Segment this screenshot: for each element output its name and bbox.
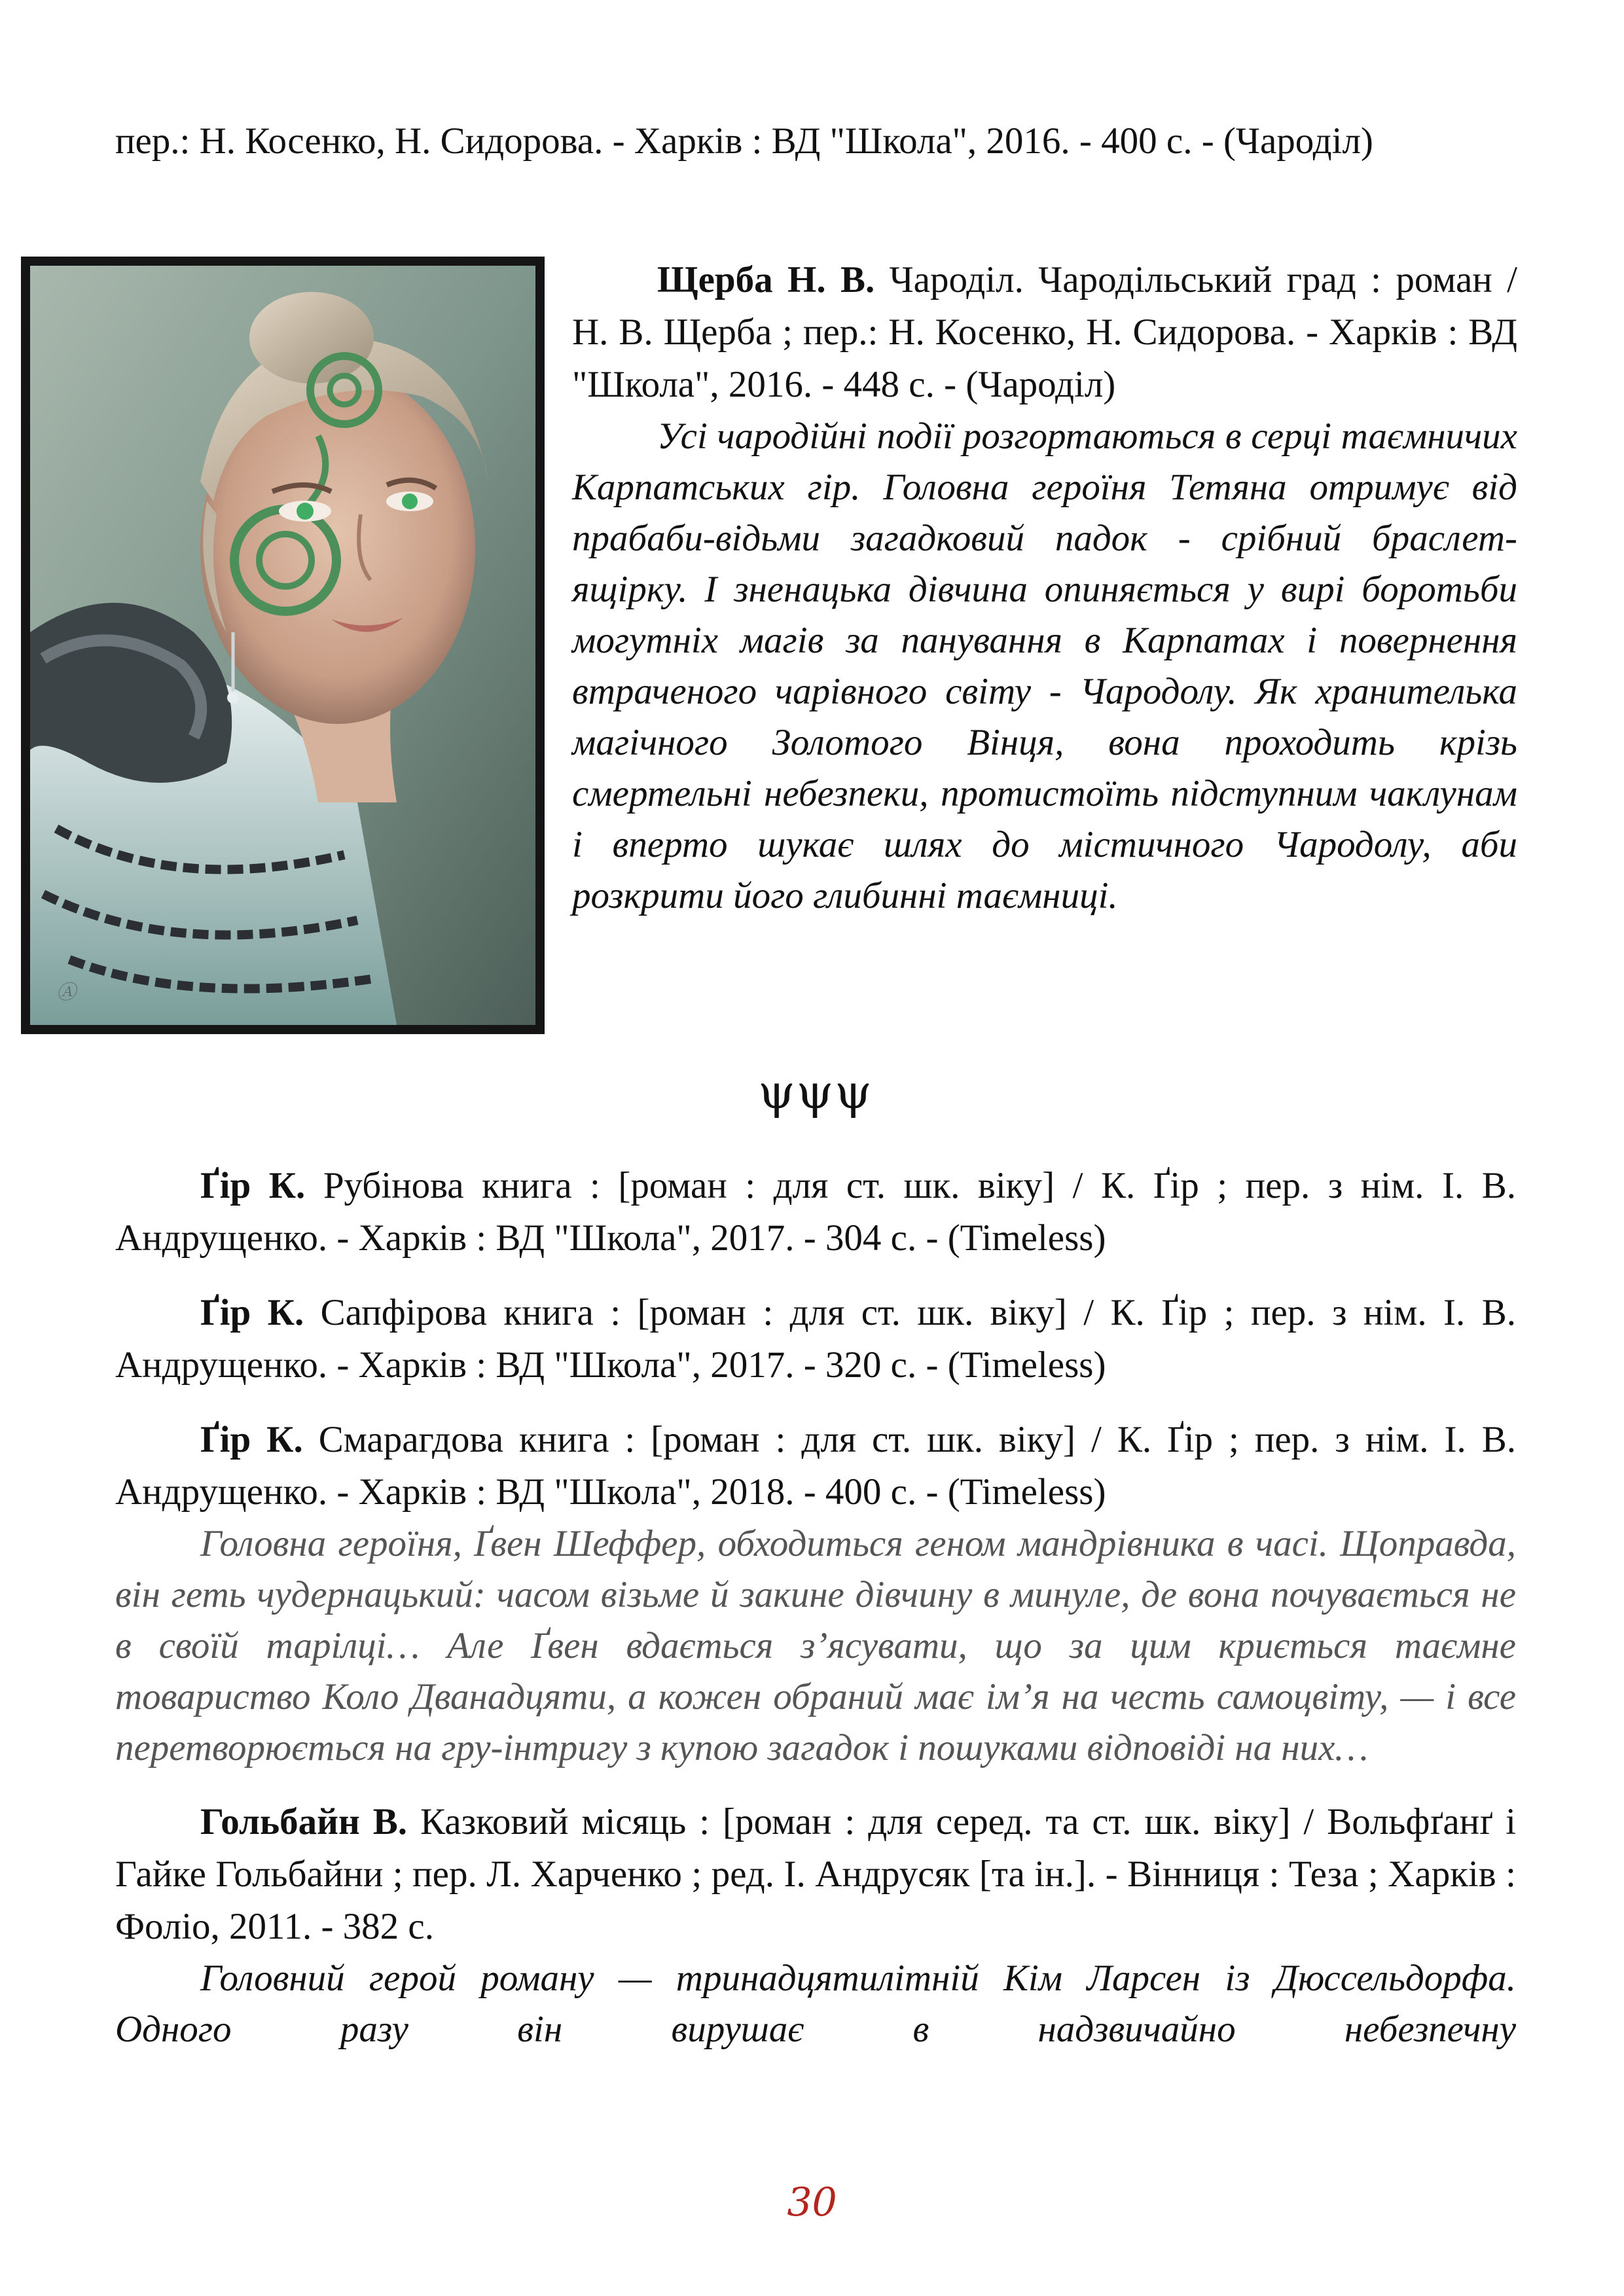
entry-4 xyxy=(115,1796,1516,1953)
continuation-text: пер.: Н. Косенко, Н. Сидорова. - Харків : ВД "Школа", 2016. - 400 с. - (Чароділ) xyxy=(115,120,1373,162)
entry-citation: Сапфірова книга : [роман : для ст. шк. віку] / К. Ґір ; пер. з нім. І. В. Андрущенко. - Харків : ВД "Школа", 2017. - 320 с. - (Timeless) xyxy=(115,1292,1516,1386)
entry-4-annotation: Головний герой роману — тринадцятилітній Кім Ларсен із Дюссельдорфа. Одного разу він вирушає в надзвичайно небезпечну xyxy=(115,1958,1516,2050)
entry-author: Ґір К. xyxy=(200,1419,303,1460)
entry-author: Ґір К. xyxy=(200,1165,306,1206)
entry-author: Гольбайн В. xyxy=(200,1801,408,1842)
cover-illustration xyxy=(30,266,535,1025)
featured-citation: Чароділ. Чародільський град : роман / Н. В. Щерба ; пер.: Н. Косенко, Н. Сидорова. - Харків : ВД "Школа", 2016. - 448 с. - (Чароділ) xyxy=(572,259,1517,405)
page-number: 30 xyxy=(787,2179,837,2225)
entry-2 xyxy=(115,1287,1516,1391)
entry-citation: Смарагдова книга : [роман : для ст. шк. віку] / К. Ґір ; пер. з нім. І. В. Андрущенко. - Харків : ВД "Школа", 2018. - 400 с. - (Timeless) xyxy=(115,1419,1516,1513)
section-separator: ψψψ xyxy=(758,1064,873,1119)
entry-1 xyxy=(115,1160,1516,1265)
document-page xyxy=(56,115,1517,2050)
entry-citation: Казковий місяць : [роман : для серед. та ст. шк. віку] / Вольфґанґ і Гайке Гольбайни ; пер. Л. Харченко ; ред. І. Андрусяк [та ін.]. - Вінниця : Теза ; Харків : Фоліо, 2011. - 382 с. xyxy=(115,1801,1517,1947)
entry-3 xyxy=(115,1414,1516,1518)
bibliography-list xyxy=(115,1160,1516,2055)
entry-citation: Рубінова книга : [роман : для ст. шк. віку] / К. Ґір ; пер. з нім. І. В. Андрущенко. - Харків : ВД "Школа", 2017. - 304 с. - (Timeless) xyxy=(115,1165,1516,1259)
featured-section xyxy=(56,115,1517,1005)
entry-author: Ґір К. xyxy=(200,1292,304,1333)
featured-author: Щерба Н. В. xyxy=(657,259,875,300)
featured-entry xyxy=(572,254,1517,411)
book-cover-image xyxy=(21,257,545,1034)
featured-annotation: Усі чародійні події розгортаються в серці таємничих Карпатських гір. Головна героїня Тетяна отримує від прабаби-відьми загадковий падок - срібний браслет-ящірку. І зненацька дівчина опиняється у вирі боротьби могутніх магів за панування в Карпатах і повернення втраченого чарівного світу - Чародолу. Як хранителька магічного Золотого Вінця, вона проходить крізь смертельні небезпеки, протистоїть підступним чаклунам і вперто шукає шлях до містичного Чародолу, аби розкрити його глибинні таємниці. xyxy=(572,416,1517,916)
svg-text:Ⓐ: Ⓐ xyxy=(56,981,76,1004)
featured-entry-column xyxy=(572,254,1517,922)
entry-3-annotation: Головна героїня, Ґвен Шеффер, обходиться геном мандрівника в часі. Щоправда, він геть чудернацький: часом візьме й закине дівчину в минуле, де вона почувається не в своїй тарілці… Але Ґвен вдається з’ясувати, що за цим криється таємне товариство Коло Дванадцяти, а кожен обраний має ім’я на честь самоцвіту, — і все перетворюється на гру-інтригу з купою загадок і пошуками відповіді на них… xyxy=(115,1523,1516,1768)
